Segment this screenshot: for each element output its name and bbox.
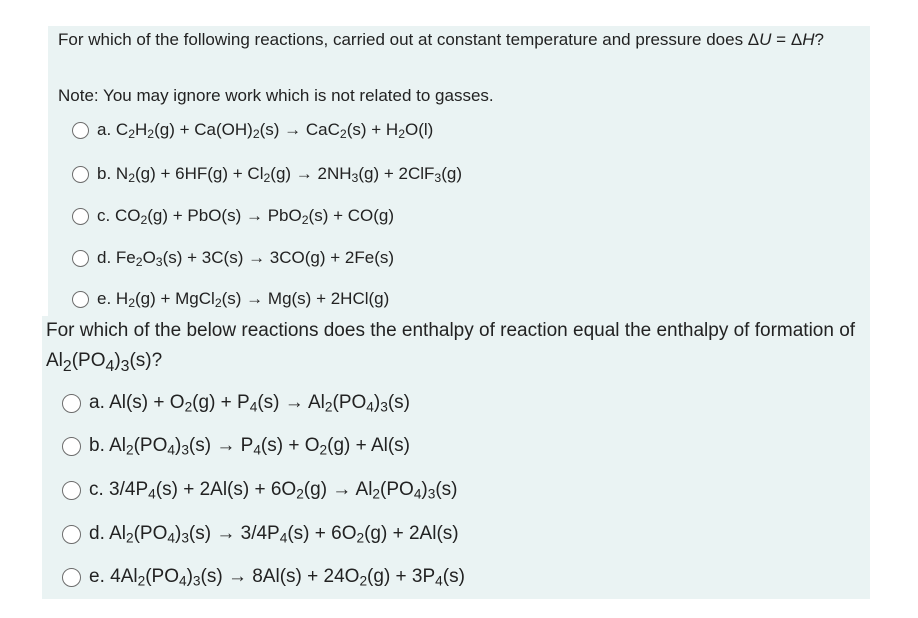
- question-1-note: Note: You may ignore work which is not related to gasses.: [58, 86, 494, 105]
- option-label: b. $N_2(g) + 6HF(g) + Cl_2(g) \to 2NH_3(g) + 2ClF_3(g)$: [97, 164, 462, 186]
- question-2-option-e[interactable]: [62, 566, 465, 588]
- question-2-option-d[interactable]: [62, 523, 459, 545]
- radio-button[interactable]: [62, 568, 81, 587]
- question-1-option-a[interactable]: [72, 120, 433, 140]
- question-1-option-e[interactable]: [72, 289, 389, 309]
- option-label: e. $4Al_2(PO_4)_3(s) \to 8Al(s) + 24O_2(g) + 3P_4(s)$: [89, 566, 465, 589]
- option-label: e. $H_2(g)$ + MgCl$_2$(s) → Mg(s) + 2HCl(g): [97, 289, 390, 311]
- radio-button[interactable]: [62, 437, 81, 456]
- question-2-text: For which of the below reactions does the enthalpy of reaction equal the enthalpy of formation of $Al_2(PO_4)_3(s)$?: [46, 320, 856, 375]
- radio-button[interactable]: [72, 166, 89, 183]
- question-1-option-d[interactable]: [72, 248, 394, 268]
- question-2-option-c[interactable]: [62, 479, 458, 501]
- question-1-option-c[interactable]: [72, 206, 394, 226]
- option-label: a. $Al(s) + O_2(g) + P_4(s) \to Al_2(PO_4)_3(s)$: [89, 392, 410, 415]
- radio-button[interactable]: [72, 122, 89, 139]
- option-label: d. $Fe_2O_3(s) + 3C(s) \to 3CO(g) + 2Fe(s)$: [97, 248, 395, 270]
- question-2-option-b[interactable]: [62, 435, 410, 457]
- radio-button[interactable]: [62, 394, 81, 413]
- radio-button[interactable]: [62, 525, 81, 544]
- option-label: d. $Al_2(PO_4)_3(s) \to 3/4P_4(s) + 6O_2(g) + 2Al(s)$: [89, 523, 459, 546]
- question-1-option-b[interactable]: [72, 164, 462, 184]
- radio-button[interactable]: [72, 250, 89, 267]
- option-label: a. $C_2H_2(g) + Ca(OH)_2(s) \to CaC_2(s) + H_2O(l)$: [97, 120, 434, 142]
- option-label: c. $3/4P_4(s) + 2Al(s) + 6O_2(g) \to Al_2(PO_4)_3(s)$: [89, 479, 458, 502]
- radio-button[interactable]: [72, 208, 89, 225]
- radio-button[interactable]: [62, 481, 81, 500]
- question-1-text: For which of the following reactions, carried out at constant temperature and pressure does ΔU = ΔH?: [58, 30, 824, 49]
- question-2-option-a[interactable]: [62, 392, 410, 414]
- option-label: b. $Al_2(PO_4)_3(s) \to P_4(s) + O_2(g) + Al(s)$: [89, 435, 410, 458]
- radio-button[interactable]: [72, 291, 89, 308]
- option-label: c. $CO_2(g) + PbO(s) \to PbO_2(s) + CO(g)$: [97, 206, 395, 228]
